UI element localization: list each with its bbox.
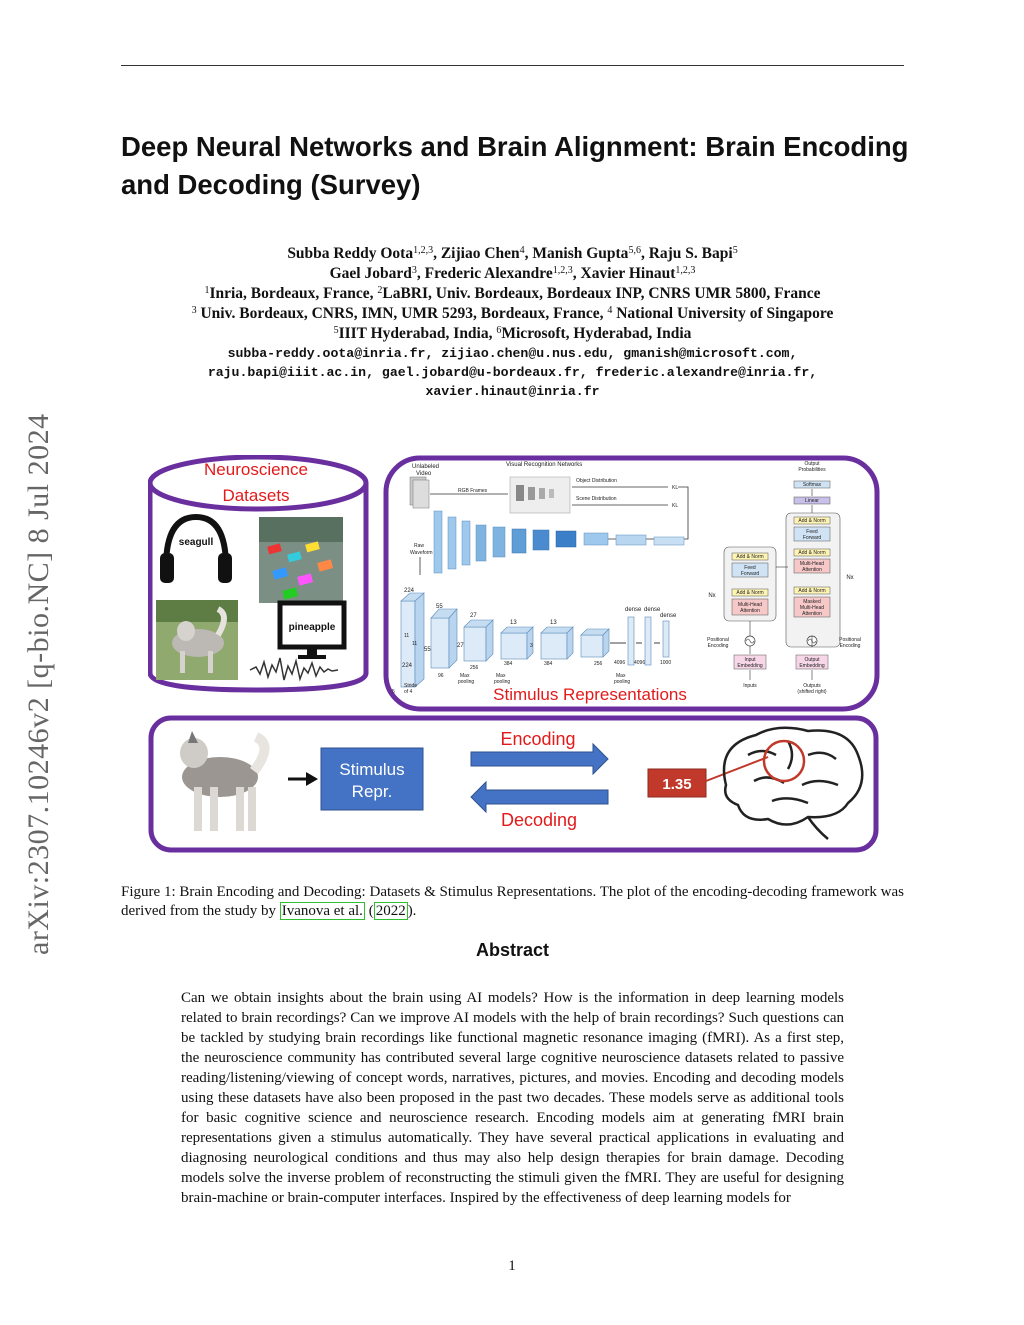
author-affiliation-mark: 1,2,3 [552, 265, 573, 276]
transformer-block-label: Forward [802, 535, 822, 541]
transformer-label: Encoding [839, 643, 861, 649]
transformer-block-label: Multi-Head [737, 602, 763, 608]
alexnet-dim: 11 [404, 633, 410, 639]
top-rule [121, 65, 904, 66]
alexnet-label: pooling [494, 679, 511, 685]
transformer-label: Positional [707, 637, 729, 643]
alexnet-dim: 256 [470, 665, 479, 671]
alexnet-label: Max [616, 673, 626, 679]
author-name: Xavier Hinaut [580, 265, 676, 282]
label-unlabeled-video-2: Video [416, 471, 432, 477]
alexnet-dim: 27 [470, 613, 477, 619]
figure-encoding-decoding [148, 455, 880, 855]
transformer-label: Positional [839, 637, 861, 643]
alexnet-dim: 13 [550, 620, 557, 626]
race-cars-image [259, 517, 343, 603]
affiliation: Microsoft, Hyderabad, India [501, 325, 692, 342]
transformer-block-label: Add & Norm [736, 554, 764, 560]
label-rgb-frames: RGB Frames [458, 488, 488, 494]
label-visual-recognition-networks: Visual Recognition Networks [506, 462, 583, 468]
transformer-block-label: Embedding [799, 663, 825, 669]
affiliation: LaBRI, Univ. Bordeaux, Bordeaux INP, CNRS UMR 5800, France [382, 285, 821, 302]
decoding-label: Decoding [500, 810, 578, 830]
affiliation-line-2: $^3$ Univ. Bordeaux, CNRS, IMN, UMR 5293, Bordeaux, France, $^4$ National University of Singapore [191, 305, 834, 322]
alexnet-dim: 384 [544, 661, 553, 667]
affiliation: Inria, Bordeaux, France, [209, 285, 374, 302]
transformer-block-label: Softmax [802, 482, 822, 488]
email-line-2: raju.bapi@iiit.ac.in, gael.jobard@u-bordeaux.fr, frederic.alexandre@inria.fr, [207, 365, 818, 380]
citation-link-year[interactable]: 2022 [375, 903, 406, 919]
transformer-block-label: Feed [806, 529, 818, 535]
transformer-block-label: Attention [802, 567, 822, 573]
author-name: Raju S. Bapi [648, 245, 733, 262]
author-name: Manish Gupta [532, 245, 629, 262]
monitor-icon [280, 603, 344, 659]
datasets-label-2: Datasets [222, 486, 290, 505]
transformer-block-label: Add & Norm [798, 518, 826, 524]
author-affiliation-mark: 1,2,3 [413, 245, 434, 256]
alexnet-label: Max [496, 673, 506, 679]
transformer-label: (shifted right) [797, 689, 827, 695]
author-affiliation-mark: 4 [519, 245, 525, 256]
score-value: 1.35 [662, 776, 692, 793]
alexnet-dim: 384 [504, 661, 513, 667]
arxiv-identifier[interactable]: arXiv:2307.10246v2 [q-bio.NC] 8 Jul 2024 [22, 413, 55, 955]
affiliation: Univ. Bordeaux, CNRS, IMN, UMR 5293, Bordeaux, France, [200, 305, 604, 322]
author-affiliation-mark: 5,6 [628, 245, 641, 256]
datasets-panel [150, 457, 366, 690]
transformer-block-label: Add & Norm [798, 550, 826, 556]
transformer-block-label: Multi-Head [799, 561, 825, 567]
transformer-block-label: Add & Norm [736, 590, 764, 596]
email-line-1: subba-reddy.oota@inria.fr, zijiao.chen@u.nus.edu, gmanish@microsoft.com, [227, 346, 798, 361]
alexnet-dim: 55 [436, 604, 443, 610]
abstract-body: Can we obtain insights about the brain using AI models? How is the information in deep learning models related to brain recordings? Can we improve AI models with the help of brain recordings? Such questions can be tackled by studying brain recordings like functional magnetic resonance imaging (fMRI). As a first step, the neuroscience community has contributed several large cognitive neuroscience datasets related to passive reading/listening/viewing of concept words, narratives, pictures, and movies. Encoding and decoding models using these datasets have also been proposed in the past two decades. These models serve as additional tools for basic cognitive science and neuroscience research. Encoding models aim at generating fMRI brain representations given a stimulus automatically. They have several practical applications in evaluating and diagnosing neurological conditions and thus may also help design therapies for brain damage. Decoding models solve the inverse problem of reconstructing the stimuli given the fMRI. They are useful for designing brain-machine or brain-computer interfaces. Inspired by the effectiveness of deep learning models for [181, 990, 844, 1206]
datasets-label-1: Neuroscience [204, 460, 308, 479]
transformer-label: Probabilities [798, 467, 826, 473]
stimulus-repr-label-2: Repr. [351, 782, 393, 801]
transformer-block-label: Embedding [737, 663, 763, 669]
affiliation-line-3: $^5$IIIT Hyderabad, India, $^6$Microsoft, Hyderabad, India [333, 325, 692, 342]
author-name: Gael Jobard [329, 265, 412, 282]
transformer-block-label: Attention [740, 608, 760, 614]
author-affiliation-mark: 3 [411, 265, 417, 276]
transformer-label: Encoding [707, 643, 729, 649]
label-kl-2: KL [672, 503, 679, 509]
transformer-block-label: Add & Norm [798, 588, 826, 594]
alexnet-label: dense [625, 607, 642, 613]
alexnet-label: pooling [458, 679, 475, 685]
alexnet-dim: 5 [392, 689, 395, 695]
label-scene-distribution: Scene Distribution [576, 496, 617, 502]
author-block [121, 244, 904, 401]
transformer-block-label: Output [804, 657, 820, 663]
author-name: Subba Reddy Oota [287, 245, 414, 262]
headphones-icon [160, 517, 232, 583]
transformer-block-label: Attention [802, 611, 822, 617]
author-line-2: Gael Jobard$^3$, Frederic Alexandre$^{1,2,3}$, Xavier Hinaut$^{1,2,3}$ [329, 265, 696, 282]
alexnet-dim: 4096 [614, 660, 626, 666]
author-affiliation-mark: 5 [732, 245, 738, 256]
transformer-label: Nx [846, 575, 854, 581]
caption-text: Figure 1: Brain Encoding and Decoding: Datasets & Stimulus Representations. The plot of the encoding-decoding framework was derived from the study by [121, 884, 904, 919]
abstract-heading: Abstract [475, 940, 550, 960]
stimulus-repr-label-1: Stimulus [339, 760, 405, 779]
seagull-label: seagull [178, 537, 214, 548]
transformer-block-label: Masked [803, 599, 821, 605]
encoding-decoding-panel [151, 718, 876, 850]
label-raw-waveform-1: Raw [414, 543, 425, 549]
alexnet-label: of 4 [404, 689, 413, 695]
affiliation-line-1: $^1$Inria, Bordeaux, France, $^2$LaBRI, Univ. Bordeaux, Bordeaux INP, CNRS UMR 5800, France [204, 285, 821, 302]
alexnet-label: pooling [614, 679, 631, 685]
transformer-label: Nx [708, 593, 716, 599]
transformer-label: Inputs [743, 683, 757, 689]
husky-photo-small [156, 600, 238, 680]
alexnet-label: dense [644, 607, 661, 613]
label-raw-waveform-2: Waveform [410, 550, 433, 556]
alexnet-dim: 4096 [634, 660, 646, 666]
alexnet-label: dense [660, 613, 677, 619]
affiliation: IIIT Hyderabad, India, [338, 325, 493, 342]
label-unlabeled-video-1: Unlabeled [412, 464, 440, 470]
figure-caption: Figure 1: Brain Encoding and Decoding: Datasets & Stimulus Representations. The plot of the encoding-decoding framework was derived from the study by Ivanova et al. ( 2022 ). [121, 884, 904, 919]
alexnet-dim: 1000 [660, 660, 672, 666]
author-line-1: Subba Reddy Oota$^{1,2,3}$, Zijiao Chen$^4$, Manish Gupta$^{5,6}$, Raju S. Bapi$^5$ [287, 245, 738, 262]
paper-title: Deep Neural Networks and Brain Alignment: Brain Encoding and Decoding (Survey) [121, 131, 909, 200]
alexnet-dim: 224 [402, 663, 413, 669]
transformer-block-label: Forward [740, 571, 760, 577]
alexnet-dim: 3 [530, 643, 533, 649]
alexnet-dim: 256 [594, 661, 603, 667]
transformer-block-label: Multi-Head [799, 605, 825, 611]
transformer-label: Output [804, 461, 820, 467]
transformer-block-label: Linear [805, 498, 819, 504]
email-line-3: xavier.hinaut@inria.fr [425, 384, 600, 399]
transformer-label: Outputs [803, 683, 821, 689]
alexnet-dim: 27 [457, 643, 464, 649]
audio-waveform-icon [250, 658, 338, 680]
encoding-label: Encoding [500, 729, 576, 749]
alexnet-label: Max [460, 673, 470, 679]
label-object-distribution: Object Distribution [576, 478, 617, 484]
alexnet-label: Stride [404, 683, 418, 689]
citation-link-authors[interactable]: Ivanova et al. [281, 903, 363, 919]
alexnet-dim: 13 [510, 620, 517, 626]
alexnet-dim: 96 [438, 673, 444, 679]
stimulus-representations-label: Stimulus Representations [493, 685, 687, 704]
author-name: Frederic Alexandre [424, 265, 553, 282]
alexnet-dim: 55 [424, 647, 431, 653]
label-kl-1: KL [672, 485, 679, 491]
author-name: Zijiao Chen [440, 245, 520, 262]
page-number: 1 [508, 1258, 516, 1274]
caption-close: ). [407, 903, 417, 919]
transformer-block-label: Feed [744, 565, 756, 571]
affiliation: National University of Singapore [616, 305, 834, 322]
stimulus-representations-panel [386, 458, 877, 709]
alexnet-dim: 224 [404, 588, 415, 594]
pineapple-label: pineapple [288, 622, 336, 633]
transformer-block-label: Input [744, 657, 756, 663]
alexnet-dim: 11 [412, 641, 418, 647]
husky-photo-large [164, 725, 288, 843]
author-affiliation-mark: 1,2,3 [675, 265, 696, 276]
